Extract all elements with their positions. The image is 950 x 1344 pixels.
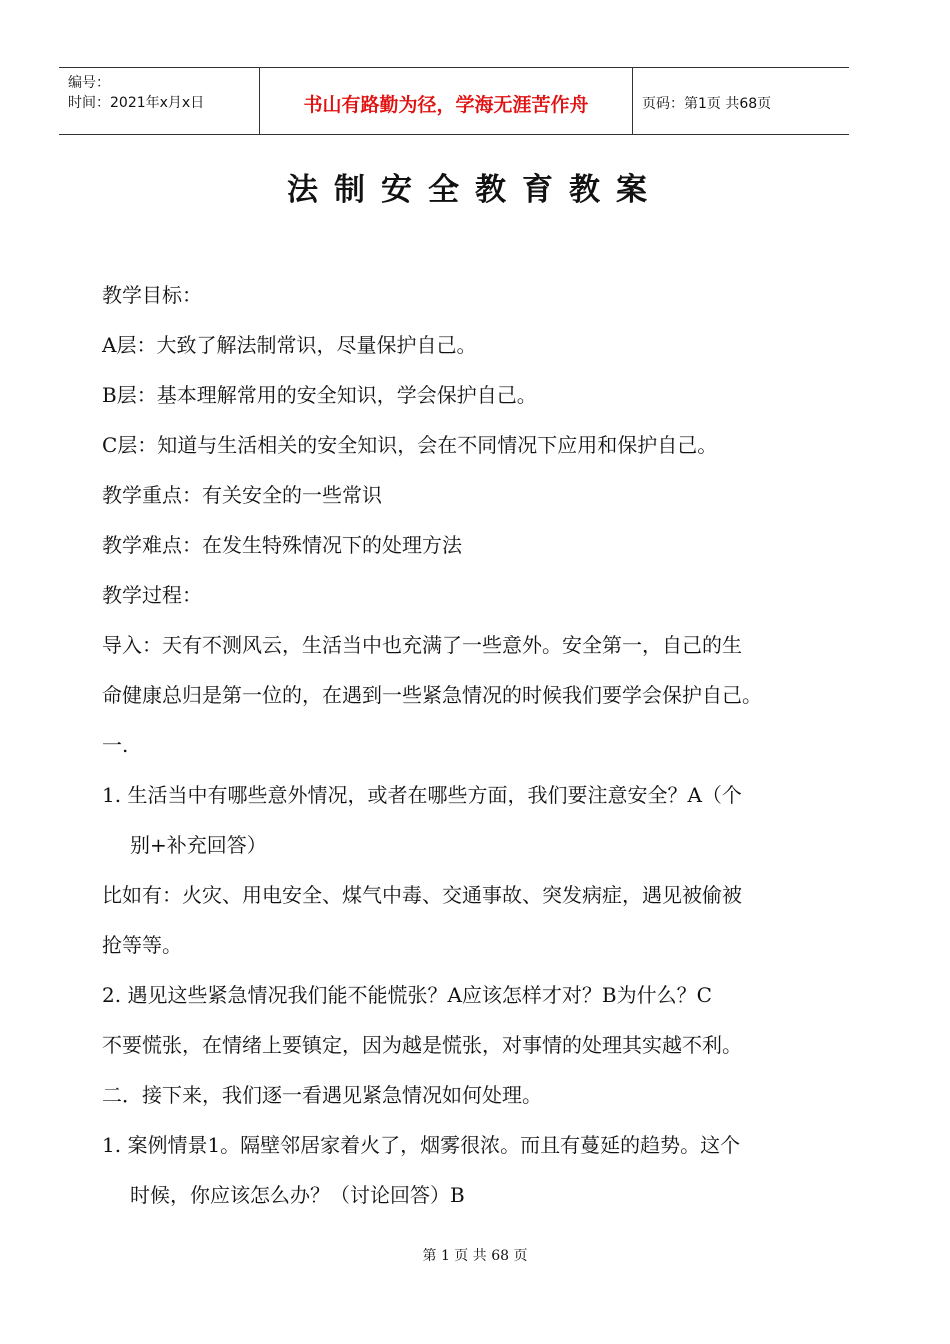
paragraph-line: 抢等等。 xyxy=(102,933,182,957)
header-page-cell xyxy=(633,68,849,134)
paragraph-line: 时候，你应该怎么办？（讨论回答）B xyxy=(130,1183,465,1207)
paragraph-line: 别+补充回答） xyxy=(130,833,267,857)
paragraph-line: 导入：天有不测风云，生活当中也充满了一些意外。安全第一，自己的生 xyxy=(102,633,742,657)
paragraph-line: 教学重点：有关安全的一些常识 xyxy=(102,483,382,507)
header-motto-cell xyxy=(260,68,633,134)
paragraph-line: 命健康总归是第一位的，在遇到一些紧急情况的时候我们要学会保护自己。 xyxy=(102,683,762,707)
paragraph-line: 1. 案例情景1。隔壁邻居家着火了，烟雾很浓。而且有蔓延的趋势。这个 xyxy=(102,1133,741,1157)
header-page-info: 页码：第1页 共68页 xyxy=(642,96,772,112)
paragraph-line: 不要慌张，在情绪上要镇定，因为越是慌张，对事情的处理其实越不利。 xyxy=(102,1033,742,1057)
paragraph-line: 教学难点：在发生特殊情况下的处理方法 xyxy=(102,533,462,557)
paragraph-line: 1. 生活当中有哪些意外情况，或者在哪些方面，我们要注意安全？A（个 xyxy=(102,783,742,807)
page-footer: 第 1 页 共 68 页 xyxy=(422,1248,528,1264)
paragraph-line: 二．接下来，我们逐一看遇见紧急情况如何处理。 xyxy=(102,1083,542,1107)
motto-text: 书山有路勤为径，学海无涯苦作舟 xyxy=(303,94,589,116)
paragraph-line: 2. 遇见这些紧急情况我们能不能慌张？A应该怎样才对？B为什么？C xyxy=(102,983,712,1007)
paragraph-line: C层：知道与生活相关的安全知识，会在不同情况下应用和保护自己。 xyxy=(102,433,718,457)
document-number-label: 编号： xyxy=(68,75,110,91)
paragraph-line: 比如有：火灾、用电安全、煤气中毒、交通事故、突发病症，遇见被偷被 xyxy=(102,883,742,907)
paragraph-line: A层：大致了解法制常识，尽量保护自己。 xyxy=(102,333,477,357)
paragraph-line: B层：基本理解常用的安全知识，学会保护自己。 xyxy=(102,383,537,407)
page-header xyxy=(59,67,849,135)
document-date-label: 时间：2021年x月x日 xyxy=(68,95,205,111)
paragraph-line: 一. xyxy=(102,733,129,757)
paragraph-line: 教学目标： xyxy=(102,283,202,307)
document-title: 法制安全教育教案 xyxy=(287,172,663,208)
document-body xyxy=(102,270,838,1220)
paragraph-line: 教学过程： xyxy=(102,583,202,607)
header-meta-cell xyxy=(59,68,260,134)
